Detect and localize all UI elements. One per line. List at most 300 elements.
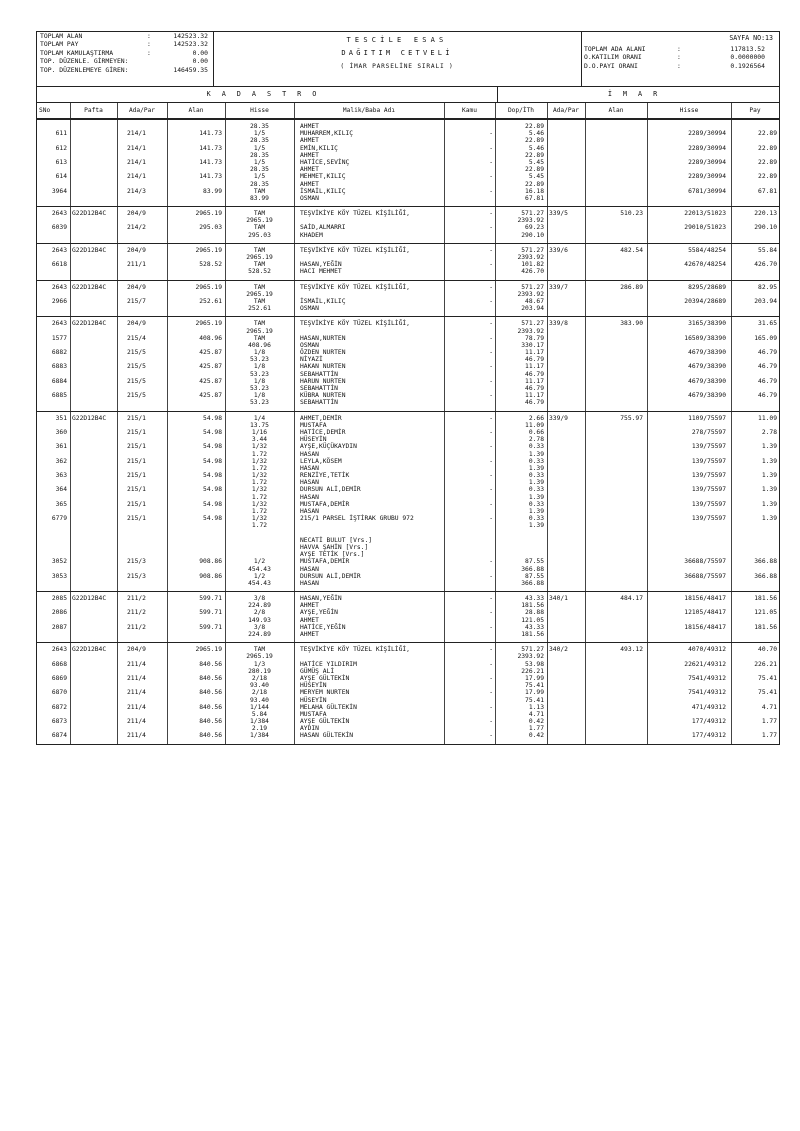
column-divider bbox=[167, 317, 168, 410]
page-number: SAYFA NO:13 bbox=[729, 34, 773, 42]
cell-sno: 361 bbox=[55, 443, 67, 451]
table-row bbox=[37, 558, 779, 565]
cell-ada-par: 204/9 bbox=[127, 646, 146, 654]
column-header-imar-ada-par: Ada/Par bbox=[552, 107, 580, 114]
cell-ada-par: 214/1 bbox=[127, 173, 146, 181]
cell-malik: HASAN,YEĞİN bbox=[300, 261, 342, 269]
cell-malik: MUSTAFA bbox=[300, 421, 327, 429]
cell-hisse: 1.72 bbox=[251, 479, 268, 487]
cell-alan: 141.73 bbox=[199, 144, 222, 152]
cell-ada-par: 211/4 bbox=[127, 703, 146, 711]
table-row bbox=[37, 458, 779, 465]
cell-imar-hisse: 2289/30994 bbox=[688, 144, 726, 152]
cell-malik: DURSUN ALİ,DEMİR bbox=[300, 486, 361, 494]
cell-hisse: 1/32 bbox=[251, 443, 268, 451]
cell-dop-ith: 11.17 bbox=[525, 349, 544, 357]
cell-hisse: TAM bbox=[253, 261, 266, 269]
column-divider bbox=[731, 592, 732, 642]
cell-ada-par: 211/4 bbox=[127, 718, 146, 726]
column-divider bbox=[647, 281, 648, 317]
cell-dop-ith: 11.17 bbox=[525, 377, 544, 385]
cell-hisse: 53.23 bbox=[250, 356, 269, 364]
cell-dop-ith: 22.89 bbox=[525, 180, 544, 188]
table-row bbox=[37, 646, 779, 653]
cell-dop-ith: 2393.92 bbox=[517, 254, 544, 261]
cell-malik: HAKAN NURTEN bbox=[300, 363, 346, 371]
cell-imar-hisse: 471/49312 bbox=[691, 703, 726, 711]
cell-imar-alan: 286.89 bbox=[620, 283, 643, 291]
column-divider bbox=[647, 103, 648, 118]
cell-dop-ith: 16.18 bbox=[525, 187, 544, 195]
cell-sno: 611 bbox=[55, 130, 67, 138]
table-row bbox=[37, 515, 779, 522]
cell-hisse: 224.89 bbox=[248, 631, 271, 638]
column-divider bbox=[444, 592, 445, 642]
total-value: 142523.32 bbox=[173, 40, 208, 49]
cell-kamu: - bbox=[489, 261, 493, 269]
cell-pay: 22.89 bbox=[758, 144, 777, 152]
cell-malik: MUSTAFA,DEMİR bbox=[300, 500, 350, 508]
cell-hisse: 1/32 bbox=[251, 472, 268, 480]
cell-dop-ith: 5.46 bbox=[528, 130, 544, 138]
table-row bbox=[37, 602, 779, 609]
cell-ada-par: 214/1 bbox=[127, 158, 146, 166]
cell-malik: SEBAHATTİN bbox=[300, 385, 338, 392]
cell-hisse: 53.23 bbox=[250, 399, 269, 407]
cell-dop-ith: 101.82 bbox=[521, 261, 544, 269]
column-divider bbox=[167, 592, 168, 642]
cell-malik: SEBAHATTİN bbox=[300, 370, 338, 378]
column-divider bbox=[294, 643, 295, 743]
cell-hisse: TAM bbox=[253, 320, 266, 328]
cell-imar-hisse: 2289/30994 bbox=[688, 130, 726, 138]
table-row bbox=[37, 465, 779, 472]
cell-pay: 40.70 bbox=[758, 646, 777, 654]
total-row bbox=[37, 40, 213, 48]
cell-ada-par: 215/1 bbox=[127, 486, 146, 494]
cell-malik: HATİCE,DEMİR bbox=[300, 428, 346, 436]
cell-pafta: G22D12B4C bbox=[72, 595, 107, 603]
cell-malik: TEŞVİKİYE KÖY TÜZEL KİŞİLİĞİ, bbox=[300, 320, 410, 328]
cell-kamu: - bbox=[489, 472, 493, 480]
table-row bbox=[37, 580, 779, 587]
cell-ada-par: 215/5 bbox=[127, 349, 146, 357]
column-header-alan: Alan bbox=[188, 107, 204, 114]
cell-alan: 54.98 bbox=[203, 457, 222, 465]
cell-alan: 54.98 bbox=[203, 486, 222, 494]
cell-pay: 1.39 bbox=[761, 457, 777, 465]
cell-malik: AHMET bbox=[300, 166, 319, 174]
cell-ada-par: 211/4 bbox=[127, 732, 146, 740]
cell-kamu: - bbox=[489, 187, 493, 195]
cell-malik: DURSUN ALİ,DEMİR bbox=[300, 572, 361, 580]
cell-pay: 1.39 bbox=[761, 486, 777, 494]
cell-imar-ada-par: 339/6 bbox=[549, 246, 568, 254]
cell-hisse: 28.35 bbox=[250, 166, 269, 174]
cell-imar-hisse: 18156/48417 bbox=[684, 623, 726, 631]
column-divider bbox=[495, 412, 496, 592]
cell-kamu: - bbox=[489, 558, 493, 566]
cell-hisse: 83.99 bbox=[250, 194, 269, 202]
cell-imar-hisse: 4679/38390 bbox=[688, 392, 726, 400]
cell-ada-par: 215/3 bbox=[127, 558, 146, 566]
table-row bbox=[37, 291, 779, 298]
cell-ada-par: 215/7 bbox=[127, 297, 146, 305]
cell-dop-ith: 1.39 bbox=[528, 464, 544, 472]
column-header-kamu: Kamu bbox=[462, 107, 477, 114]
cell-alan: 54.98 bbox=[203, 414, 222, 422]
cell-dop-ith: 181.56 bbox=[521, 602, 544, 610]
column-divider bbox=[117, 103, 118, 118]
cell-ada-par: 211/4 bbox=[127, 674, 146, 682]
cell-imar-hisse: 12105/48417 bbox=[684, 609, 726, 617]
cell-imar-hisse: 2289/30994 bbox=[688, 158, 726, 166]
table-row bbox=[37, 247, 779, 254]
title-line-3: ( İMAR PARSELİNE SIRALI ) bbox=[340, 63, 454, 70]
cell-dop-ith: 571.27 bbox=[521, 320, 544, 328]
ratios-block bbox=[581, 32, 779, 86]
table-row bbox=[37, 298, 779, 305]
column-divider bbox=[647, 244, 648, 280]
cell-ada-par: 215/3 bbox=[127, 572, 146, 580]
column-divider bbox=[167, 281, 168, 317]
cell-malik: HASAN,NURTEN bbox=[300, 334, 346, 342]
column-divider bbox=[167, 120, 168, 206]
cell-hisse: 1/5 bbox=[253, 158, 266, 166]
cell-dop-ith: 75.41 bbox=[525, 696, 544, 704]
cell-kamu: - bbox=[489, 674, 493, 682]
cell-hisse: 1/8 bbox=[253, 349, 266, 357]
cell-dop-ith: 0.42 bbox=[528, 718, 544, 726]
table-row bbox=[37, 689, 779, 696]
cell-sno: 6884 bbox=[51, 377, 67, 385]
cell-malik: OSMAN bbox=[300, 194, 319, 202]
table-row bbox=[37, 399, 779, 406]
cell-alan: 2965.19 bbox=[195, 246, 222, 254]
total-row bbox=[37, 49, 213, 57]
cell-hisse: 3/8 bbox=[253, 595, 266, 603]
column-divider bbox=[547, 592, 548, 642]
cell-malik: MEHMET,KILIÇ bbox=[300, 173, 346, 181]
cell-ada-par: 214/3 bbox=[127, 187, 146, 195]
cell-hisse: TAM bbox=[253, 646, 266, 654]
column-divider bbox=[731, 317, 732, 410]
cell-ada-par: 215/5 bbox=[127, 377, 146, 385]
cell-alan: 54.98 bbox=[203, 443, 222, 451]
cell-pay: 11.09 bbox=[758, 414, 777, 422]
column-divider bbox=[495, 643, 496, 743]
cell-imar-hisse: 18156/48417 bbox=[684, 595, 726, 603]
cell-kamu: - bbox=[489, 173, 493, 181]
total-label: TOP. DÜZENLEMEYE GİREN: bbox=[40, 65, 129, 74]
cell-kamu: - bbox=[489, 515, 493, 523]
table-row bbox=[37, 682, 779, 689]
cell-hisse: 224.89 bbox=[248, 602, 271, 610]
column-divider bbox=[495, 244, 496, 280]
cell-sno: 2087 bbox=[51, 623, 67, 631]
cell-ada-par: 215/1 bbox=[127, 472, 146, 480]
column-divider bbox=[495, 120, 496, 206]
table-row bbox=[37, 732, 779, 739]
cell-imar-hisse: 22621/49312 bbox=[684, 660, 726, 668]
cell-pay: 181.56 bbox=[754, 595, 777, 603]
column-divider bbox=[585, 412, 586, 592]
cell-imar-ada-par: 340/1 bbox=[549, 595, 568, 603]
cell-kamu: - bbox=[489, 130, 493, 138]
column-divider bbox=[495, 592, 496, 642]
column-divider bbox=[70, 281, 71, 317]
ratio-label: D.O.PAYI ORANI bbox=[584, 61, 638, 70]
column-divider bbox=[117, 244, 118, 280]
table-row bbox=[37, 479, 779, 486]
cell-alan: 599.71 bbox=[199, 623, 222, 631]
cell-imar-ada-par: 339/8 bbox=[549, 320, 568, 328]
cell-dop-ith: 1.39 bbox=[528, 450, 544, 458]
column-header-ada-par: Ada/Par bbox=[128, 107, 156, 114]
column-divider bbox=[225, 207, 226, 243]
cell-dop-ith: 1.13 bbox=[528, 703, 544, 711]
column-divider bbox=[225, 281, 226, 317]
table-row bbox=[37, 145, 779, 152]
column-divider bbox=[225, 244, 226, 280]
table-row bbox=[37, 363, 779, 370]
cell-alan: 54.98 bbox=[203, 515, 222, 523]
total-row bbox=[37, 32, 213, 40]
cell-pay: 426.70 bbox=[754, 261, 777, 269]
table-row bbox=[37, 130, 779, 137]
cell-malik: MERYEM NURTEN bbox=[300, 689, 350, 697]
ratio-row bbox=[581, 53, 779, 61]
distribution-sheet bbox=[36, 31, 780, 745]
totals-block bbox=[37, 32, 214, 86]
column-divider bbox=[117, 592, 118, 642]
column-divider bbox=[117, 120, 118, 206]
cell-hisse: 1.72 bbox=[251, 508, 268, 515]
column-header-imar-alan: Alan bbox=[608, 107, 624, 114]
cell-malik: TEŞVİKİYE KÖY TÜZEL KİŞİLİĞİ, bbox=[300, 210, 410, 218]
column-divider bbox=[495, 317, 496, 410]
cell-sno: 365 bbox=[55, 500, 67, 508]
cell-malik: NİYAZİ bbox=[300, 356, 323, 364]
column-divider bbox=[117, 412, 118, 592]
cell-malik: AYŞE GÜLTEKİN bbox=[300, 674, 350, 682]
cell-kamu: - bbox=[489, 572, 493, 580]
column-divider bbox=[444, 317, 445, 410]
cell-hisse: 2965.19 bbox=[246, 217, 273, 225]
cell-malik: SEBAHATTİN bbox=[300, 399, 338, 407]
cell-imar-hisse: 29010/51023 bbox=[684, 224, 726, 232]
column-divider bbox=[167, 643, 168, 743]
cell-malik: AHMET bbox=[300, 602, 319, 610]
table-row bbox=[37, 254, 779, 261]
table-row bbox=[37, 195, 779, 202]
column-divider bbox=[294, 244, 295, 280]
column-divider bbox=[495, 207, 496, 243]
cell-alan: 908.86 bbox=[199, 558, 222, 566]
cell-malik: İSMAİL,KILIÇ bbox=[300, 187, 346, 195]
table-row bbox=[37, 159, 779, 166]
cell-sno: 3053 bbox=[51, 572, 67, 580]
cell-dop-ith: 571.27 bbox=[521, 246, 544, 254]
cell-kamu: - bbox=[489, 334, 493, 342]
column-divider bbox=[294, 317, 295, 410]
cell-dop-ith: 43.33 bbox=[525, 623, 544, 631]
cell-hisse: 1/2 bbox=[253, 572, 266, 580]
cell-alan: 425.87 bbox=[199, 377, 222, 385]
table-row bbox=[37, 210, 779, 217]
cell-malik: AYŞE,KÜÇÜKAYDIN bbox=[300, 443, 357, 451]
table-row bbox=[37, 335, 779, 342]
column-divider bbox=[294, 281, 295, 317]
column-divider bbox=[70, 207, 71, 243]
cell-kamu: - bbox=[489, 609, 493, 617]
column-divider bbox=[585, 592, 586, 642]
cell-hisse: 2/8 bbox=[253, 609, 266, 617]
column-divider bbox=[731, 244, 732, 280]
cell-alan: 2965.19 bbox=[195, 646, 222, 654]
column-divider bbox=[70, 317, 71, 410]
cell-alan: 2965.19 bbox=[195, 283, 222, 291]
cell-malik: AYŞE,YEĞİN bbox=[300, 609, 338, 617]
cell-kamu: - bbox=[489, 224, 493, 232]
cell-pafta: G22D12B4C bbox=[72, 320, 107, 328]
cell-ada-par: 215/1 bbox=[127, 515, 146, 523]
cell-hisse: 13.75 bbox=[250, 421, 269, 429]
cell-ada-par: 204/9 bbox=[127, 246, 146, 254]
cell-hisse: 1.72 bbox=[251, 464, 268, 472]
cell-alan: 425.87 bbox=[199, 349, 222, 357]
cell-dop-ith: 17.99 bbox=[525, 689, 544, 697]
cell-imar-hisse: 36688/75597 bbox=[684, 572, 726, 580]
cell-sno: 3964 bbox=[51, 187, 67, 195]
cell-malik: NECATİ BULUT [Vrs.] bbox=[300, 536, 373, 544]
cell-hisse: 1/384 bbox=[250, 732, 269, 740]
cell-malik: KHADEM bbox=[300, 231, 323, 239]
cell-hisse: 1/16 bbox=[251, 428, 268, 436]
cell-imar-ada-par: 339/7 bbox=[549, 283, 568, 291]
cell-imar-alan: 482.54 bbox=[620, 246, 643, 254]
column-header-pafta: Pafta bbox=[84, 107, 103, 114]
column-divider bbox=[167, 412, 168, 592]
cell-hisse: 93.40 bbox=[250, 682, 269, 690]
cell-imar-hisse: 278/75597 bbox=[691, 428, 726, 436]
column-divider bbox=[647, 120, 648, 206]
column-divider bbox=[547, 103, 548, 118]
cell-ada-par: 211/4 bbox=[127, 689, 146, 697]
cell-malik: AHMET bbox=[300, 137, 319, 145]
cell-imar-hisse: 139/75597 bbox=[691, 443, 726, 451]
column-divider bbox=[444, 244, 445, 280]
cell-pay: 181.56 bbox=[754, 623, 777, 631]
column-divider bbox=[167, 244, 168, 280]
cell-ada-par: 211/1 bbox=[127, 261, 146, 269]
cell-sno: 6779 bbox=[51, 515, 67, 523]
parcel-group bbox=[37, 206, 779, 243]
column-header-dop-ith: Dop/İTh bbox=[507, 107, 535, 114]
cell-dop-ith: 22.89 bbox=[525, 137, 544, 145]
cell-hisse: 454.43 bbox=[248, 565, 271, 573]
cell-malik: HASAN bbox=[300, 565, 319, 573]
cell-sno: 364 bbox=[55, 486, 67, 494]
cell-dop-ith: 2393.92 bbox=[517, 217, 544, 225]
cell-ada-par: 204/9 bbox=[127, 283, 146, 291]
cell-malik: AHMET bbox=[300, 616, 319, 624]
table-row bbox=[37, 356, 779, 363]
cell-dop-ith: 203.94 bbox=[521, 305, 544, 313]
cell-sno: 6882 bbox=[51, 349, 67, 357]
ratio-value: 117813.52 bbox=[730, 45, 765, 53]
cell-sno: 2086 bbox=[51, 609, 67, 617]
cell-malik: LEYLA,KÖSEM bbox=[300, 457, 342, 465]
cell-alan: 252.61 bbox=[199, 297, 222, 305]
cell-sno: 1577 bbox=[51, 334, 67, 342]
ratio-row bbox=[581, 62, 779, 70]
cell-pay: 22.89 bbox=[758, 173, 777, 181]
cell-alan: 840.56 bbox=[199, 703, 222, 711]
cell-malik: İSMAİL,KILIÇ bbox=[300, 297, 346, 305]
cell-malik: HASAN,YEĞİN bbox=[300, 595, 342, 603]
cell-sno: 6039 bbox=[51, 224, 67, 232]
cell-malik: MUSTAFA bbox=[300, 710, 327, 718]
table-row bbox=[37, 501, 779, 508]
cell-hisse: 252.61 bbox=[248, 305, 271, 313]
table-row bbox=[37, 675, 779, 682]
column-divider bbox=[444, 281, 445, 317]
cell-malik: MUHARREM,KILIÇ bbox=[300, 130, 354, 138]
table-row bbox=[37, 385, 779, 392]
cell-kamu: - bbox=[489, 210, 493, 218]
column-divider bbox=[117, 207, 118, 243]
column-divider bbox=[547, 412, 548, 592]
title-line-1: TESCİLE ESAS bbox=[346, 36, 448, 44]
cell-malik: HARUN NURTEN bbox=[300, 377, 346, 385]
cell-dop-ith: 5.46 bbox=[528, 144, 544, 152]
cell-ada-par: 211/2 bbox=[127, 623, 146, 631]
column-header-imar-hisse: Hisse bbox=[679, 107, 699, 114]
cell-malik: TEŞVİKİYE KÖY TÜZEL KİŞİLİĞİ, bbox=[300, 646, 410, 654]
cell-malik: GÜMÜŞ ALİ bbox=[300, 667, 335, 675]
cell-hisse: 3.44 bbox=[251, 436, 268, 444]
cell-hisse: 28.35 bbox=[250, 151, 269, 159]
cell-hisse: TAM bbox=[253, 210, 266, 218]
ratio-value: 0.0000000 bbox=[730, 53, 765, 62]
cell-ada-par: 215/1 bbox=[127, 443, 146, 451]
ratio-row bbox=[581, 45, 779, 53]
cell-ada-par: 214/2 bbox=[127, 224, 146, 232]
cell-hisse: 28.35 bbox=[250, 137, 269, 145]
cell-hisse: 3/8 bbox=[253, 623, 266, 631]
cell-dop-ith: 0.42 bbox=[528, 732, 544, 740]
cell-imar-hisse: 16509/38390 bbox=[684, 334, 726, 342]
cell-imar-alan: 484.17 bbox=[620, 595, 643, 603]
column-divider bbox=[731, 643, 732, 743]
total-row bbox=[37, 57, 213, 65]
cell-alan: 54.98 bbox=[203, 472, 222, 480]
column-divider bbox=[70, 592, 71, 642]
cell-alan: 425.87 bbox=[199, 392, 222, 400]
cell-sno: 2643 bbox=[51, 246, 67, 254]
column-divider bbox=[167, 207, 168, 243]
cell-hisse: 454.43 bbox=[248, 579, 271, 587]
column-divider bbox=[225, 103, 226, 118]
cell-ada-par: 211/4 bbox=[127, 660, 146, 668]
cell-alan: 2965.19 bbox=[195, 210, 222, 218]
cell-dop-ith: 28.88 bbox=[525, 609, 544, 617]
table-row bbox=[37, 320, 779, 327]
column-divider bbox=[547, 281, 548, 317]
column-divider bbox=[294, 103, 295, 118]
cell-hisse: 1/384 bbox=[250, 718, 269, 726]
